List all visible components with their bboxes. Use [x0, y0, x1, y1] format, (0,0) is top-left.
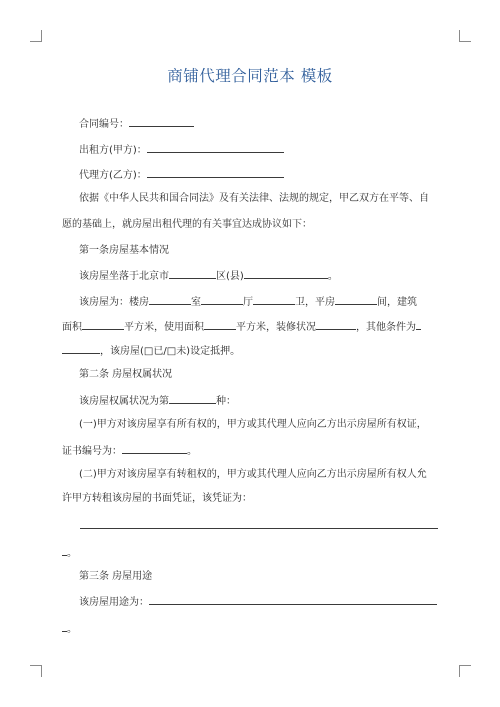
article-2-ownership: (一)甲方对该房屋享有所有权的，甲方或其代理人应向乙方出示房屋所有权证，: [79, 419, 427, 430]
mortgaged-checkbox[interactable]: □: [143, 346, 154, 357]
other-conditions-blank: [416, 319, 421, 330]
status-type-blank: [169, 393, 216, 404]
intro-line-1: 依据《中华人民共和国合同法》及有关法律、法规的规定，甲乙双方在平等、自: [79, 193, 429, 204]
bungalow-blank: [335, 294, 377, 305]
mortgage-text-b: 已/: [153, 346, 167, 357]
article-3-usage: [79, 594, 459, 610]
crop-mark-top-left: [30, 30, 42, 42]
article-2-heading: 第二条 房屋权属状况: [79, 369, 173, 380]
crop-mark-bottom-right: [459, 665, 471, 677]
article-2-sublease: (二)甲方对该房屋享有转租权的，甲方或其代理人应向乙方出示房屋所有权人允: [79, 469, 427, 480]
rooms-text-b: 室: [191, 297, 201, 308]
article-2-certificate: [62, 443, 442, 459]
district-blank: [244, 268, 328, 279]
article-2-end: [62, 545, 442, 561]
voucher-blank-line: [80, 528, 438, 529]
agent-blank: [147, 167, 284, 178]
intro-line-2: 愿的基础上，就房屋出租代理的有关事宜达成协议如下：: [62, 219, 312, 230]
article-2-status: [79, 393, 459, 409]
lessor-label: 出租方(甲方)：: [79, 145, 147, 156]
area-text-c: 平方米，装修状况: [236, 322, 316, 333]
hall-blank: [253, 294, 295, 305]
contract-number-field: [79, 116, 459, 132]
usable-area-blank: [204, 319, 236, 330]
other-conditions-blank-2: [62, 343, 100, 354]
agent-field: [79, 167, 459, 183]
mortgage-text-c: 未)设定抵押。: [176, 346, 241, 357]
article-1-location: [79, 268, 459, 284]
rooms-text-e: 间，建筑: [377, 297, 417, 308]
article-3-end: [62, 621, 442, 637]
usage-end: 。: [67, 624, 77, 635]
location-end: 。: [327, 271, 338, 282]
agent-label: 代理方(乙方)：: [79, 170, 147, 181]
document-title: 商铺代理合同范本 模板: [167, 67, 333, 85]
rooms-text-a: 该房屋为：楼房: [79, 297, 149, 308]
certificate-number-blank: [122, 443, 187, 454]
rooms-text-c: 厅: [243, 297, 253, 308]
usage-blank: [149, 594, 437, 605]
article-1-area: [62, 319, 442, 335]
lessor-blank: [147, 142, 284, 153]
contract-number-blank: [129, 116, 194, 127]
voucher-end: 。: [67, 548, 77, 559]
city-blank: [169, 268, 216, 279]
decoration-blank: [316, 319, 356, 330]
certificate-label: 证书编号为：: [62, 446, 122, 457]
crop-mark-top-right: [459, 30, 471, 42]
article-3-heading: 第三条 房屋用途: [79, 571, 153, 582]
certificate-end: 。: [187, 446, 197, 457]
area-text-a: 面积: [62, 322, 82, 333]
location-text-a: 该房屋坐落于北京市: [79, 271, 169, 282]
not-mortgaged-checkbox[interactable]: □: [166, 346, 177, 357]
article-1-heading: 第一条房屋基本情况: [79, 245, 169, 256]
area-text-b: 平方米，使用面积: [124, 322, 204, 333]
rooms-text-d: 卫，平房: [295, 297, 335, 308]
mortgage-text-a: ，该房屋(: [100, 346, 144, 357]
status-text-a: 该房屋权属状况为第: [79, 396, 169, 407]
status-text-b: 种：: [216, 396, 236, 407]
building-blank: [149, 294, 191, 305]
article-1-rooms: [79, 294, 459, 310]
room-blank: [201, 294, 243, 305]
article-2-voucher: 许甲方转租该房屋的书面凭证，该凭证为：: [62, 493, 252, 504]
article-1-mortgage: [62, 343, 442, 359]
lessor-field: [79, 142, 459, 158]
usage-label: 该房屋用途为：: [79, 597, 149, 608]
location-text-b: 区(县): [216, 271, 244, 282]
contract-number-label: 合同编号：: [79, 119, 129, 130]
crop-mark-bottom-left: [30, 665, 42, 677]
building-area-blank: [82, 319, 124, 330]
area-text-d: ，其他条件为: [356, 322, 416, 333]
